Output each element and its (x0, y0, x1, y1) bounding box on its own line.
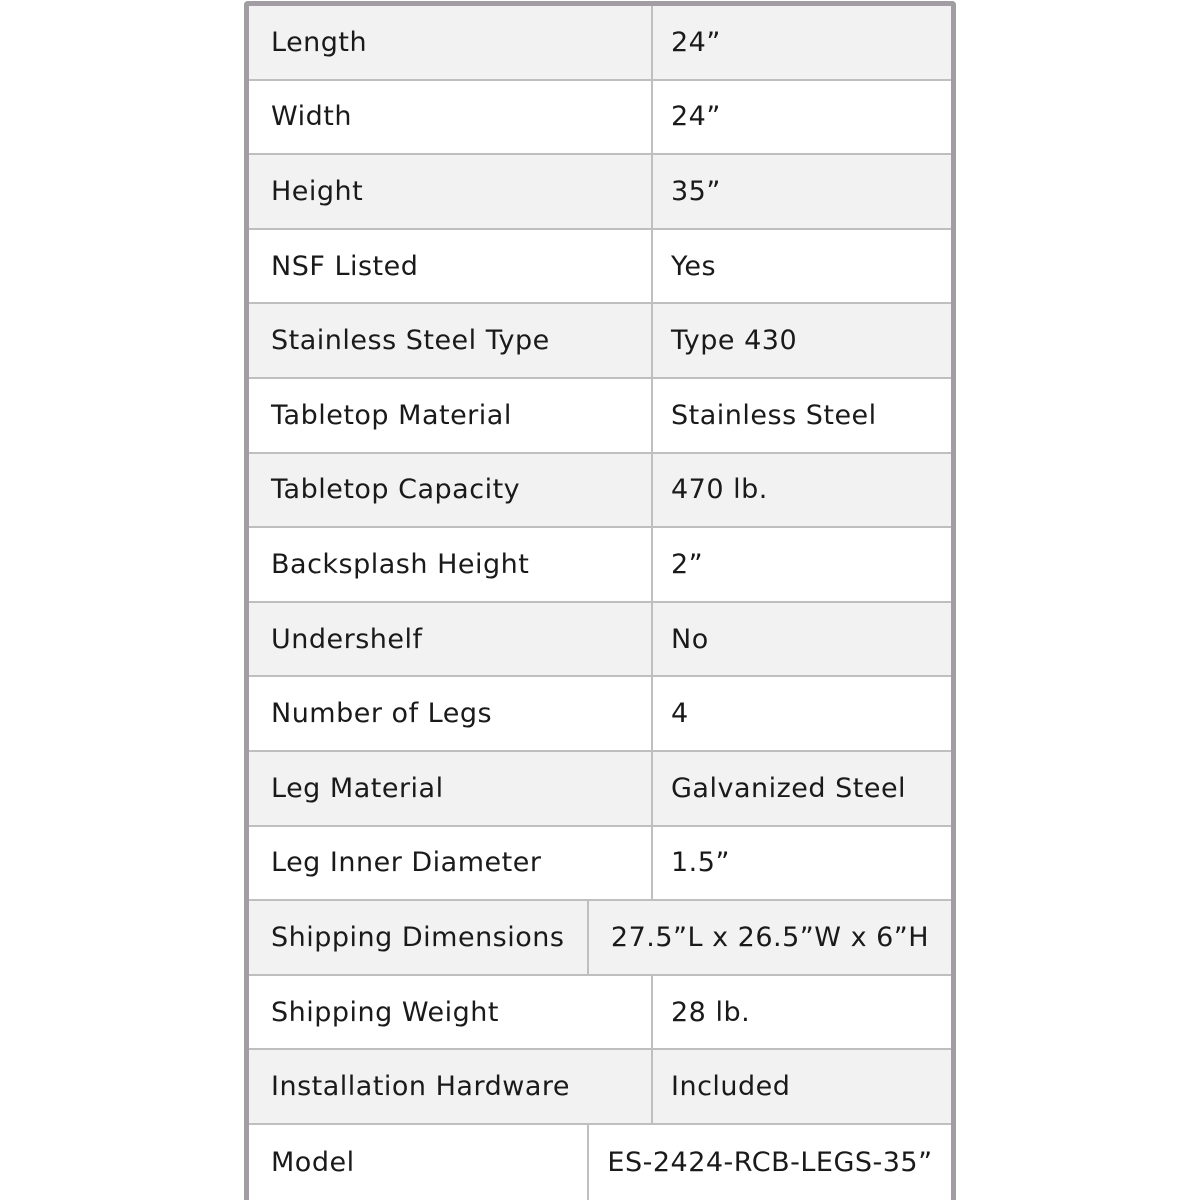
table-row (249, 677, 951, 752)
spec-value-width: 24” (651, 81, 951, 154)
spec-value-nsf-listed: Yes (651, 230, 951, 303)
spec-table-frame (244, 1, 956, 1200)
table-row (249, 528, 951, 603)
table-row (249, 6, 951, 81)
table-row (249, 976, 951, 1051)
table-row (249, 752, 951, 827)
spec-label-backsplash-height: Backsplash Height (271, 548, 530, 580)
spec-label-length: Length (271, 26, 368, 58)
spec-value-shipping-weight: 28 lb. (651, 976, 951, 1049)
table-row (249, 379, 951, 454)
spec-value-shipping-dimensions: 27.5”L x 26.5”W x 6”H (587, 901, 951, 974)
table-row (249, 155, 951, 230)
spec-label-tabletop-material: Tabletop Material (271, 399, 512, 431)
spec-label-width: Width (271, 101, 352, 133)
table-row (249, 230, 951, 305)
spec-label-steel-type: Stainless Steel Type (271, 325, 550, 357)
spec-label-shipping-weight: Shipping Weight (271, 996, 499, 1028)
spec-value-number-of-legs: 4 (651, 677, 951, 750)
spec-value-height: 35” (651, 155, 951, 228)
table-row (249, 304, 951, 379)
spec-label-installation-hardware: Installation Hardware (271, 1071, 570, 1103)
table-row (249, 81, 951, 156)
spec-label-tabletop-capacity: Tabletop Capacity (271, 474, 521, 506)
spec-value-backsplash-height: 2” (651, 528, 951, 601)
spec-label-model: Model (271, 1146, 355, 1178)
spec-value-model: ES-2424-RCB-LEGS-35” (587, 1125, 951, 1200)
table-row (249, 454, 951, 529)
spec-value-steel-type: Type 430 (651, 304, 951, 377)
spec-label-shipping-dimensions: Shipping Dimensions (271, 921, 565, 953)
spec-value-undershelf: No (651, 603, 951, 676)
spec-label-undershelf: Undershelf (271, 623, 423, 655)
table-row (249, 1050, 951, 1125)
spec-label-nsf-listed: NSF Listed (271, 250, 419, 282)
spec-value-installation-hardware: Included (651, 1050, 951, 1123)
spec-label-number-of-legs: Number of Legs (271, 698, 493, 730)
spec-label-leg-inner-diameter: Leg Inner Diameter (271, 847, 542, 879)
spec-label-leg-material: Leg Material (271, 772, 444, 804)
spec-label-height: Height (271, 175, 364, 207)
spec-value-tabletop-material: Stainless Steel (651, 379, 951, 452)
spec-value-leg-material: Galvanized Steel (651, 752, 951, 825)
table-row (249, 827, 951, 902)
spec-table (249, 6, 951, 1200)
table-row (249, 901, 951, 976)
table-row (249, 603, 951, 678)
spec-value-leg-inner-diameter: 1.5” (651, 827, 951, 900)
table-row (249, 1125, 951, 1200)
spec-value-tabletop-capacity: 470 lb. (651, 454, 951, 527)
spec-value-length: 24” (651, 6, 951, 79)
